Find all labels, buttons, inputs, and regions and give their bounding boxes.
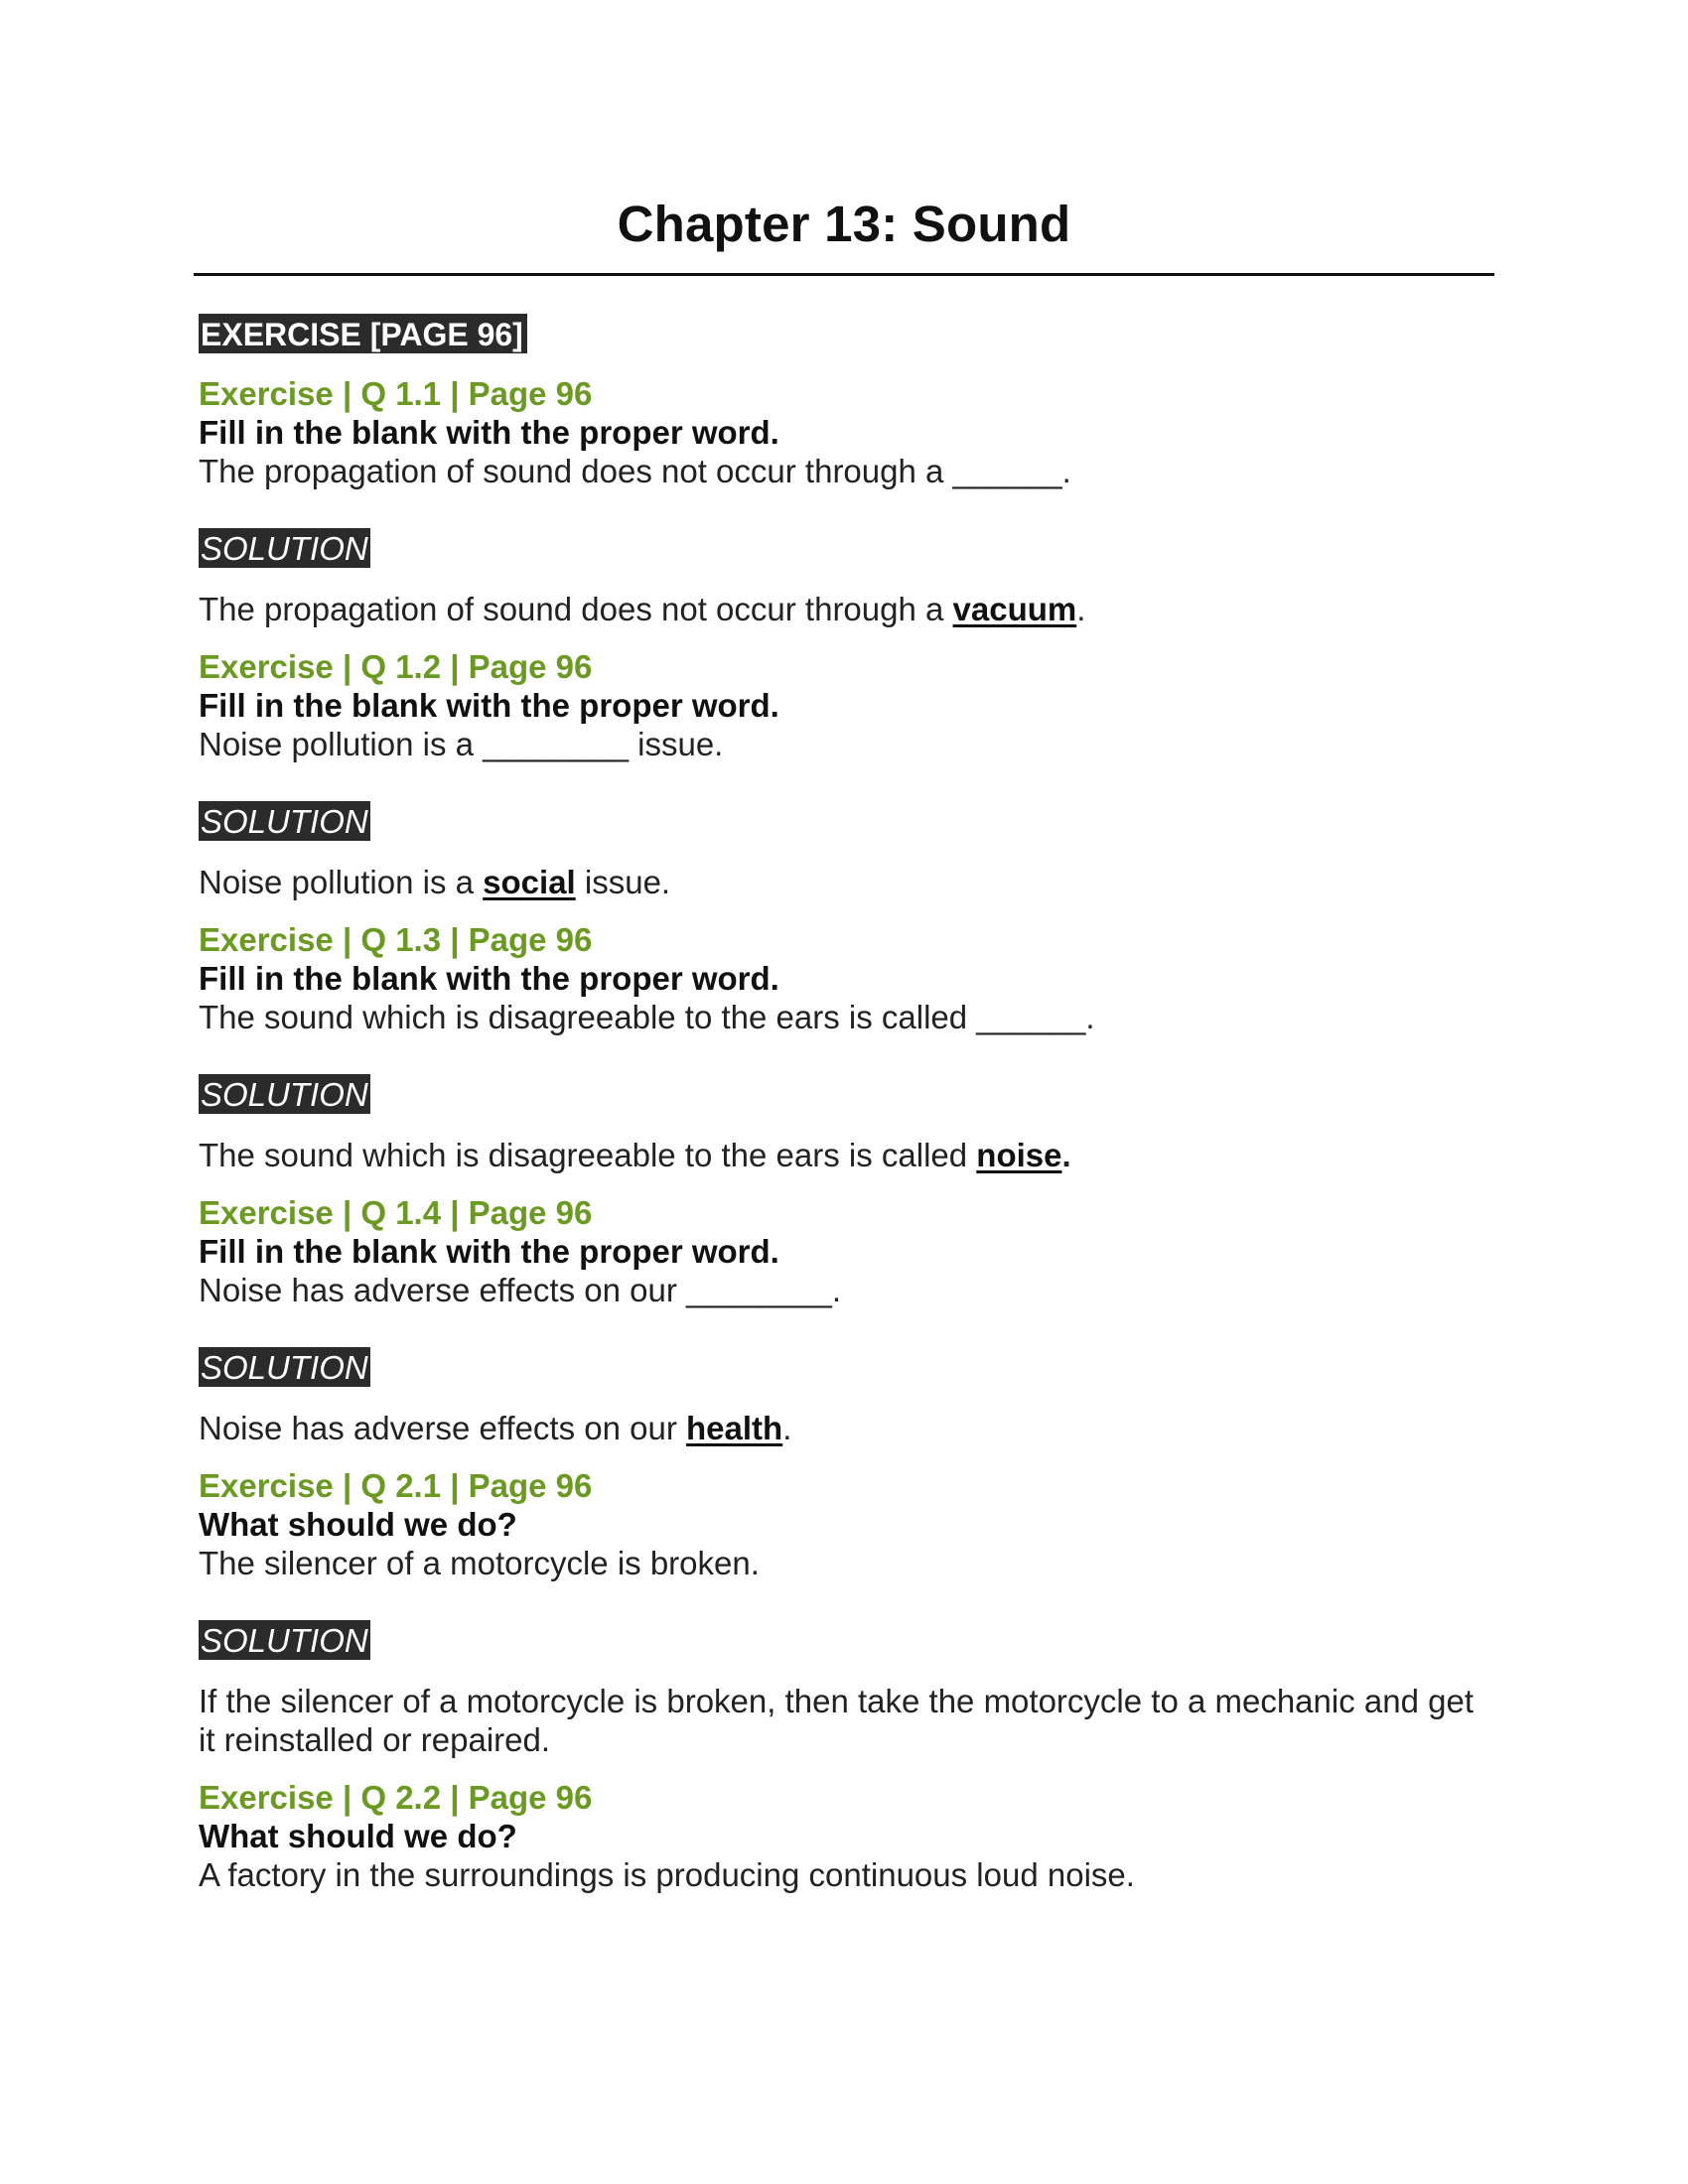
solution-text <box>199 1409 1494 1447</box>
solution-label: SOLUTION <box>201 1076 368 1113</box>
solution-text <box>199 863 1494 901</box>
question-text: The silencer of a motorcycle is broken. <box>199 1545 760 1581</box>
exercise-heading: Exercise | Q 1.2 | Page 96 <box>199 648 593 685</box>
solution-text-after: . <box>1061 1137 1071 1173</box>
solution-text-before: The sound which is disagreeable to the ears is called <box>199 1137 977 1173</box>
question-text: A factory in the surroundings is producing continuous loud noise. <box>199 1856 1135 1893</box>
exercise-heading: Exercise | Q 2.2 | Page 96 <box>199 1779 593 1816</box>
section-tag: EXERCISE [PAGE 96] <box>199 314 527 353</box>
solution-text-after: . <box>1076 591 1086 627</box>
exercise-item <box>199 648 1494 901</box>
question-text: The sound which is disagreeable to the ears is called ______. <box>199 999 1095 1035</box>
answer-word: health <box>686 1410 783 1446</box>
exercise-heading: Exercise | Q 2.1 | Page 96 <box>199 1467 593 1504</box>
solution-text-after: . <box>782 1410 792 1446</box>
exercise-heading: Exercise | Q 1.3 | Page 96 <box>199 921 593 958</box>
title-divider <box>194 273 1494 276</box>
solution-label: SOLUTION <box>201 1622 368 1659</box>
solution-text-before: The propagation of sound does not occur through a <box>199 591 953 627</box>
answer-word: social <box>483 864 576 900</box>
solution-text-after: issue. <box>575 864 671 900</box>
page-title: Chapter 13: Sound <box>617 196 1071 252</box>
question-text: The propagation of sound does not occur through a ______. <box>199 453 1071 489</box>
exercise-heading: Exercise | Q 1.1 | Page 96 <box>199 375 593 412</box>
solution-text <box>199 590 1494 628</box>
document-content <box>199 314 1494 1894</box>
question-title: What should we do? <box>199 1506 517 1543</box>
solution-label: SOLUTION <box>201 530 368 567</box>
question-title: Fill in the blank with the proper word. <box>199 687 779 724</box>
question-text: Noise pollution is a ________ issue. <box>199 726 724 762</box>
exercise-item <box>199 375 1494 628</box>
solution-text: If the silencer of a motorcycle is broken, then take the motorcycle to a mechanic and get it reinstalled or repaired. <box>199 1683 1474 1758</box>
solution-text-before: Noise pollution is a <box>199 864 484 900</box>
answer-word: noise <box>976 1137 1062 1173</box>
exercise-heading: Exercise | Q 1.4 | Page 96 <box>199 1194 593 1231</box>
solution-label: SOLUTION <box>201 1349 368 1386</box>
question-title: What should we do? <box>199 1818 517 1854</box>
solution-text-before: Noise has adverse effects on our <box>199 1410 687 1446</box>
question-title: Fill in the blank with the proper word. <box>199 960 779 997</box>
question-title: Fill in the blank with the proper word. <box>199 1233 779 1270</box>
solution-text <box>199 1136 1494 1174</box>
exercise-item <box>199 1779 1494 1894</box>
question-text: Noise has adverse effects on our ________. <box>199 1272 841 1308</box>
exercise-item <box>199 921 1494 1174</box>
exercise-item <box>199 1194 1494 1447</box>
exercise-item <box>199 1467 1494 1759</box>
question-title: Fill in the blank with the proper word. <box>199 414 779 451</box>
solution-label: SOLUTION <box>201 803 368 840</box>
answer-word: vacuum <box>952 591 1077 627</box>
